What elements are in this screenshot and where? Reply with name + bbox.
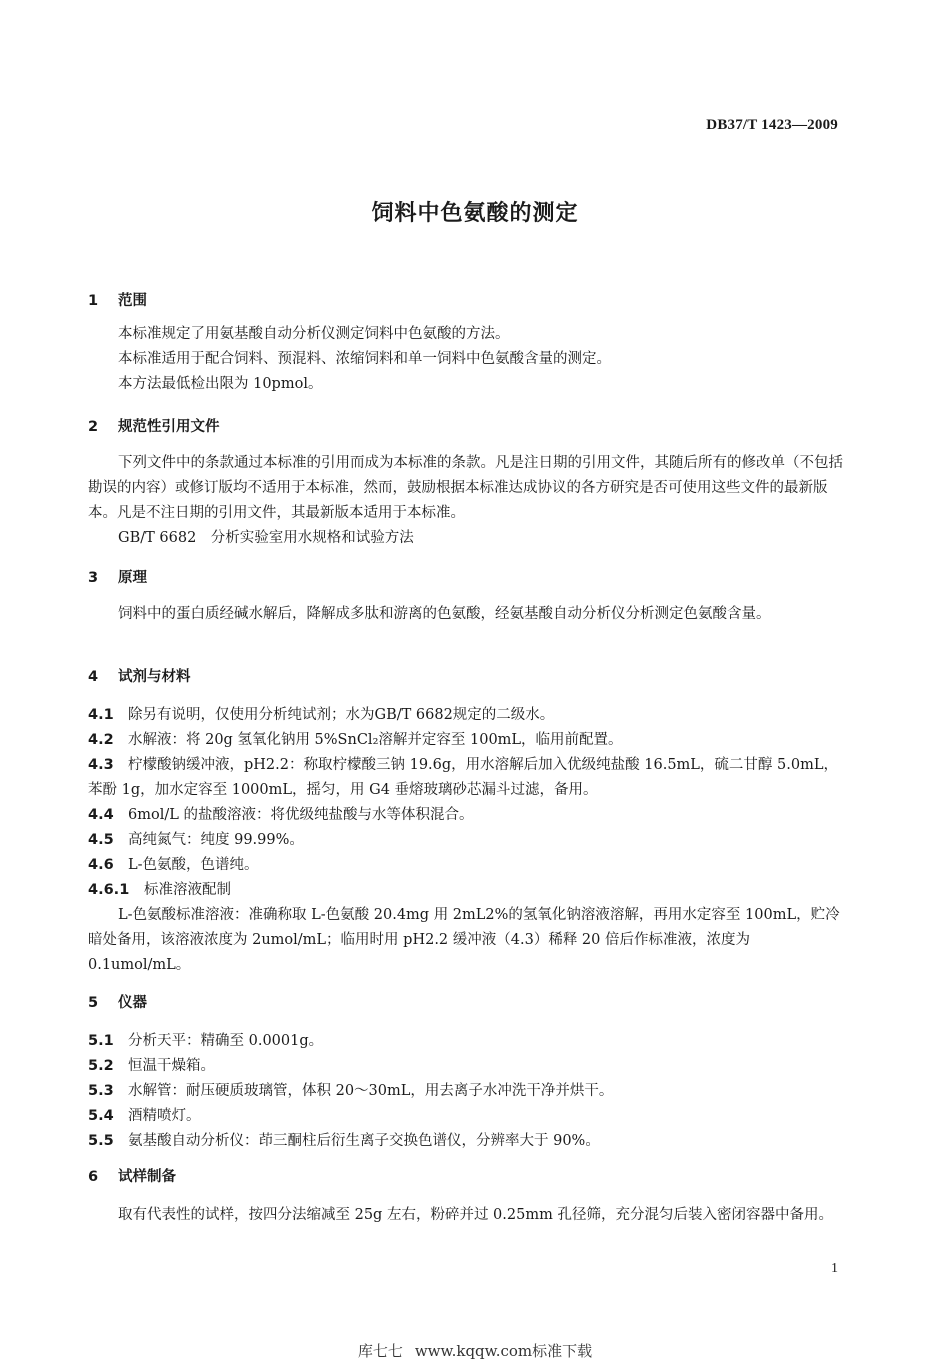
section-heading: 3 原理 — [88, 570, 147, 586]
section-heading: 6 试样制备 — [88, 1169, 176, 1185]
list-item: 4.2 水解液：将 20g 氢氧化钠用 5%SnCl₂溶解并定容至 100mL，临用前配置。 — [88, 732, 623, 748]
section-heading: 5 仪器 — [88, 995, 147, 1011]
section-5-body — [88, 1029, 848, 1154]
section-1-body — [88, 322, 848, 397]
section-heading: 4 试剂与材料 — [88, 669, 191, 685]
list-item: 4.6.1 标准溶液配制 — [88, 882, 231, 898]
footer-watermark: 库七七 www.kqqw.com标准下载 — [357, 1342, 593, 1360]
normative-reference: GB/T 6682 分析实验室用水规格和试验方法 — [118, 530, 414, 546]
scope-line: 本标准适用于配合饲料、预混料、浓缩饲料和单一饲料中色氨酸含量的测定。 — [118, 351, 611, 367]
list-item: 5.1 分析天平：精确至 0.0001g。 — [88, 1033, 324, 1049]
section-6 — [88, 1165, 848, 1190]
standard-code: DB37/T 1423—2009 — [706, 117, 838, 133]
section-3 — [88, 566, 848, 591]
paragraph: 取有代表性的试样，按四分法缩减至 25g 左右，粉碎并过 0.25mm 孔径筛，充分混匀后装入密闭容器中备用。 — [118, 1207, 833, 1223]
section-4 — [88, 665, 848, 690]
scope-line: 本标准规定了用氨基酸自动分析仪测定饲料中色氨酸的方法。 — [118, 326, 510, 342]
page-number: 1 — [831, 1261, 838, 1276]
list-item: 5.2 恒温干燥箱。 — [88, 1058, 215, 1074]
section-6-body — [88, 1203, 848, 1228]
list-item: 5.5 氨基酸自动分析仪：茚三酮柱后衍生离子交换色谱仪，分辨率大于 90%。 — [88, 1133, 600, 1149]
section-2-body — [88, 451, 848, 551]
section-heading: 2 规范性引用文件 — [88, 419, 220, 435]
document-title: 饲料中色氨酸的测定 — [371, 201, 579, 226]
section-heading: 1 范围 — [88, 293, 147, 309]
footer-link[interactable]: www.kqqw.com — [414, 1342, 533, 1360]
list-item: 4.1 除另有说明，仅使用分析纯试剂；水为GB/T 6682规定的二级水。 — [88, 707, 555, 723]
list-item: 4.5 高纯氮气：纯度 99.99%。 — [88, 832, 304, 848]
paragraph: 饲料中的蛋白质经碱水解后，降解成多肽和游离的色氨酸，经氨基酸自动分析仪分析测定色氨酸含量。 — [118, 606, 771, 622]
list-item: 4.6 L-色氨酸，色谱纯。 — [88, 857, 259, 873]
list-item: 5.3 水解管：耐压硬质玻璃管，体积 20～30mL，用去离子水冲洗干净并烘干。 — [88, 1083, 614, 1099]
section-5 — [88, 991, 848, 1016]
section-1 — [88, 289, 848, 314]
list-item: 4.4 6mol/L 的盐酸溶液：将优级纯盐酸与水等体积混合。 — [88, 807, 474, 823]
section-4-body — [88, 703, 848, 978]
section-2 — [88, 415, 848, 440]
paragraph: L-色氨酸标准溶液：准确称取 L-色氨酸 20.4mg 用 2mL2%的氢氧化钠溶液溶解，再用水定容至 100mL，贮冷暗处备用，该溶液浓度为 2umol/mL；临用时用 pH2.2 缓冲液（4.3）稀释 20 倍后作标准液，浓度为 0.1umol/mL。 — [88, 907, 840, 973]
paragraph: 下列文件中的条款通过本标准的引用而成为本标准的条款。凡是注日期的引用文件，其随后所有的修改单（不包括勘误的内容）或修订版均不适用于本标准，然而，鼓励根据本标准达成协议的各方研究是否可使用这些文件的最新版本。凡是不注日期的引用文件，其最新版本适用于本标准。 — [88, 455, 843, 521]
section-3-body — [88, 602, 848, 627]
list-item: 4.3 柠檬酸钠缓冲液，pH2.2：称取柠檬酸三钠 19.6g，用水溶解后加入优级纯盐酸 16.5mL，硫二甘醇 5.0mL，苯酚 1g，加水定容至 1000mL，摇匀，用 G4 垂熔玻璃砂芯漏斗过滤，备用。 — [88, 757, 838, 798]
list-item: 5.4 酒精喷灯。 — [88, 1108, 201, 1124]
scope-line: 本方法最低检出限为 10pmol。 — [118, 376, 323, 392]
